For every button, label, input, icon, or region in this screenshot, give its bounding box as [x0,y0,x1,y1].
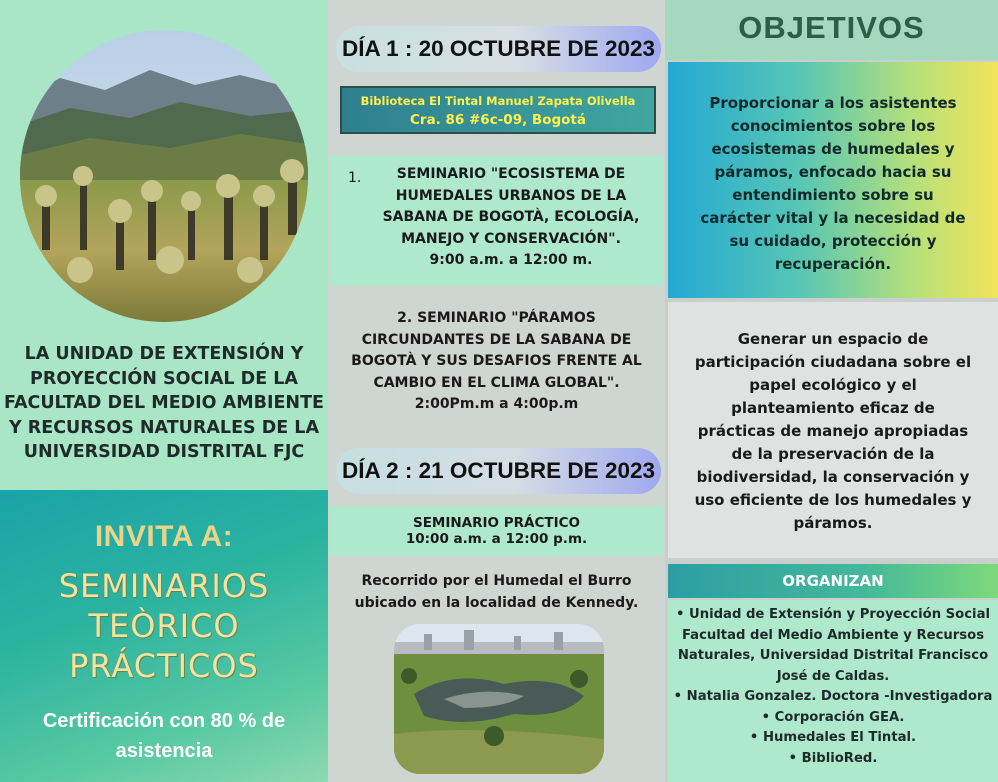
day1-banner: DÍA 1 : 20 OCTUBRE DE 2023 [336,26,661,72]
organizan-title: ORGANIZAN [668,564,998,598]
seminar3-box [330,506,663,556]
seminarios-heading: SEMINARIOS TEÒRICO PRÁCTICOS [58,567,270,685]
invita-heading: INVITA A: [94,520,234,553]
list-item: • Humedales El Tintal. [749,730,917,745]
venue-box [340,86,656,134]
objective1-text: Proporcionar a los asistentes conocimientos sobre los ecosistemas de humedales y páramos, enfocado hacia su entendimiento sobre su carácter vital y la necesidad de su cuidado, protección y recuperación. [700,94,966,273]
list-item: Facultad del Medio Ambiente y Recursos [681,627,985,643]
objectives-title: OBJETIVOS [665,0,998,60]
list-item: • BiblioRed. [788,750,878,766]
seminar1-box [330,156,663,286]
seminar2-text: 2. SEMINARIO "PÁRAMOS CIRCUNDANTES DE LA SABANA DE BOGOTÀ Y SUS DESAFIOS FRENTE AL CAMBIO EN EL CLIMA GLOBAL". 2:00Pm.m a 4:00p.m [351,310,642,412]
list-item: Naturales, Universidad Distrital Francisco [677,648,989,663]
seminar3-time: 10:00 a.m. a 12:00 p.m. [405,531,588,547]
seminar1-text: SEMINARIO "ECOSISTEMA DE HUMEDALES URBANOS DE LA SABANA DE BOGOTÀ, ECOLOGÍA, MANEJO Y CONSERVACIÓN". 9:00 a.m. a 12:00 m. [382,166,640,268]
certification-note: Certificación con 80 % de asistencia [42,710,286,762]
day2-banner: DÍA 2 : 21 OCTUBRE DE 2023 [336,448,661,494]
organizer-text: LA UNIDAD DE EXTENSIÓN Y PROYECCIÓN SOCIAL DE LA FACULTAD DEL MEDIO AMBIENTE Y RECURSOS NATURALES DE LA UNIVERSIDAD DISTRITAL FJC [4,344,324,462]
seminar1-number: 1. [348,170,362,186]
list-item: • Natalia Gonzalez. Doctora -Investigadora [673,689,993,704]
objective2-box [668,302,998,558]
objective1-box [668,62,998,298]
seminar3-title: SEMINARIO PRÁCTICO [412,515,580,531]
objective2-text: Generar un espacio de participación ciudadana sobre el papel ecológico y el planteamiento eficaz de prácticas de manejo apropiadas de la preservación de la biodiversidad, la conservación y uso eficiente de los humedales y páramos. [694,330,972,532]
organizan-list [668,600,998,782]
list-item: José de Caldas. [776,668,890,684]
wetland-photo [394,624,604,774]
recorrido-text: Recorrido por el Humedal el Burro ubicado en la localidad de Kennedy. [354,573,639,611]
venue-address: Cra. 86 #6c-09, Bogotá [410,112,586,128]
venue-name: Biblioteca El Tintal Manuel Zapata Olivella [360,94,636,108]
paramo-landscape-photo [20,30,308,322]
list-item: • Unidad de Extensión y Proyección Social [675,607,990,622]
list-item: • Corporación GEA. [761,709,905,725]
